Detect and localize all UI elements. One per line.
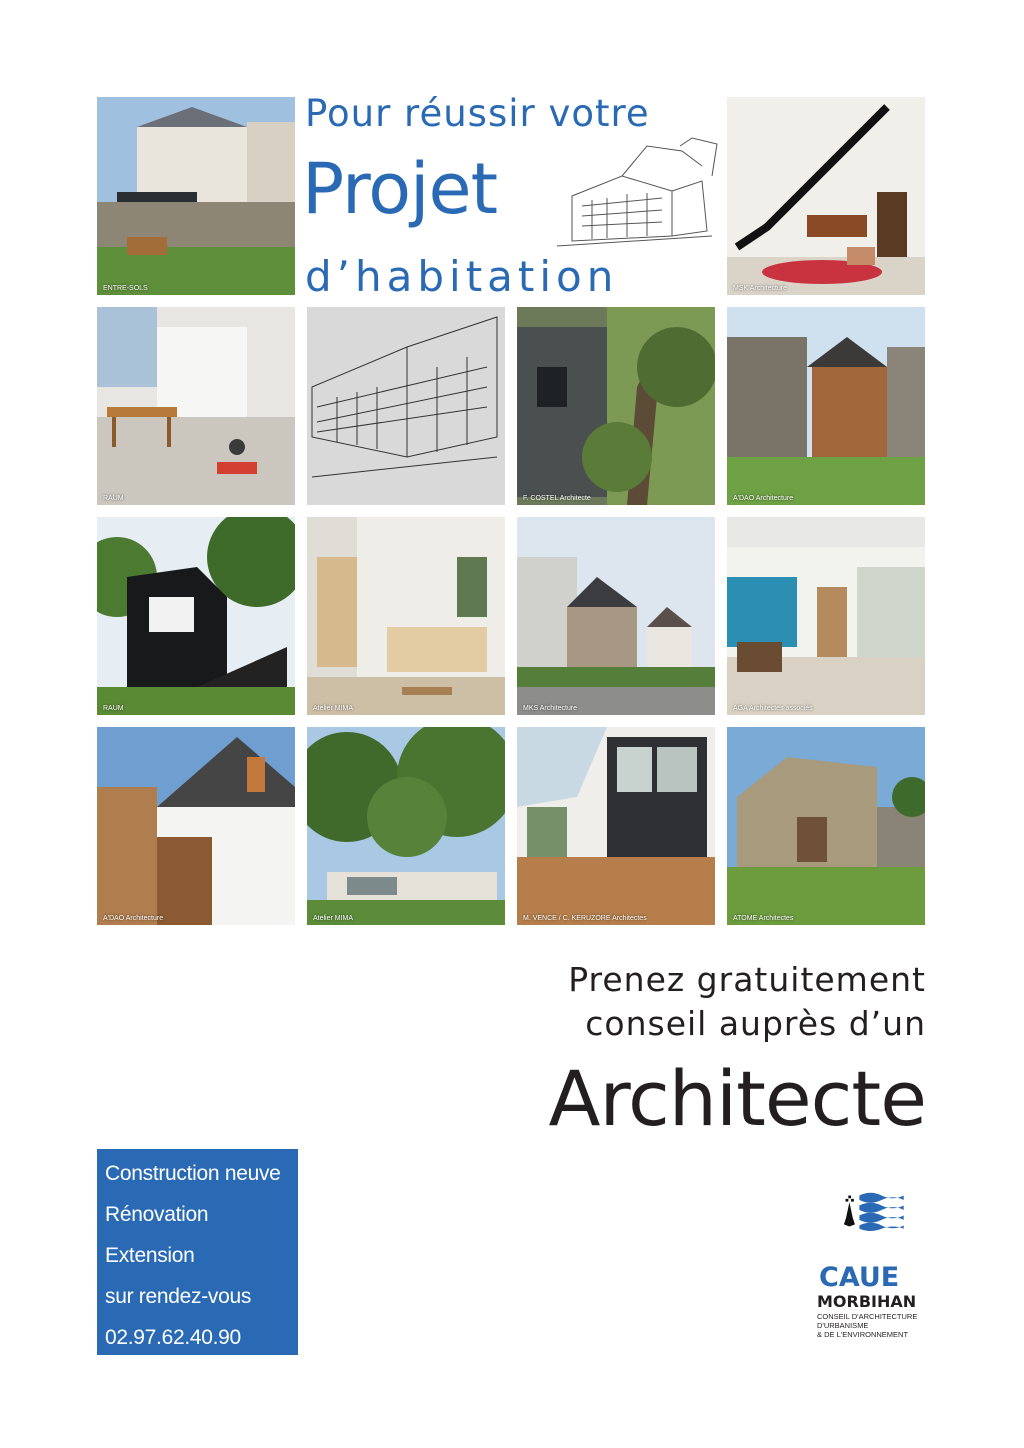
photo-tile-11 <box>97 727 295 925</box>
photo-1-image <box>97 97 295 295</box>
photo-tile-1 <box>97 97 295 295</box>
photo-credit: F. COSTEL Architecte <box>523 495 591 502</box>
services-box <box>97 1149 298 1355</box>
photo-tile-7 <box>97 517 295 715</box>
photo-tile-9 <box>517 517 715 715</box>
photo-credit: Atelier MIMA <box>313 705 354 712</box>
photo-8-image <box>307 517 505 715</box>
photo-tile-5 <box>517 307 715 505</box>
photo-12-image <box>307 727 505 925</box>
photo-5-image <box>517 307 715 505</box>
cta-headline: Architecte <box>548 1054 926 1143</box>
logo-subtitle <box>817 1312 947 1339</box>
photo-credit: MSK Architecture <box>733 285 788 292</box>
appointment-note: sur rendez-vous <box>105 1285 252 1308</box>
photo-tile-12 <box>307 727 505 925</box>
logo-subtitle-line: CONSEIL D'ARCHITECTURE <box>817 1312 918 1321</box>
logo-name: CAUE <box>819 1262 900 1293</box>
photo-credit: Atelier MIMA <box>313 915 354 922</box>
photo-tile-8 <box>307 517 505 715</box>
photo-13-image <box>517 727 715 925</box>
photo-credit: M. VENCE / C. KERUZORE Architectes <box>523 915 647 922</box>
photo-10-image <box>727 517 925 715</box>
phone-number[interactable]: 02.97.62.40.90 <box>105 1326 241 1349</box>
photo-credit: RAUM <box>103 495 124 502</box>
photo-tile-4 <box>307 307 505 505</box>
photo-7-image <box>97 517 295 715</box>
photo-tile-3 <box>97 307 295 505</box>
photo-credit: A'DAO Architecture <box>733 495 794 502</box>
photo-tile-2 <box>727 97 925 295</box>
caue-logo-icon <box>816 1190 936 1262</box>
photo-2-image <box>727 97 925 295</box>
logo-subtitle-line: D'URBANISME <box>817 1321 869 1330</box>
logo-subtitle-line: & DE L'ENVIRONNEMENT <box>817 1330 909 1339</box>
title-line-3: d’habitation <box>305 252 619 301</box>
photo-11-image <box>97 727 295 925</box>
service-extension: Extension <box>105 1244 195 1267</box>
service-new-construction: Construction neuve <box>105 1162 281 1185</box>
photo-tile-6 <box>727 307 925 505</box>
photo-tile-14 <box>727 727 925 925</box>
photo-4-image <box>307 307 505 505</box>
header-sketch-illustration <box>552 136 722 254</box>
cta-line-1: Prenez gratuitement <box>568 960 926 999</box>
title-line-2: Projet <box>302 148 498 230</box>
photo-3-image <box>97 307 295 505</box>
photo-credit: AGA Architectes associés <box>733 705 813 712</box>
photo-tile-10 <box>727 517 925 715</box>
photo-tile-13 <box>517 727 715 925</box>
photo-credit: MKS Architecture <box>523 705 578 712</box>
title-line-1: Pour réussir votre <box>305 92 650 135</box>
photo-credit: ATOME Architectes <box>733 915 794 922</box>
logo-region: MORBIHAN <box>817 1292 917 1311</box>
photo-credit: ENTRE-SOLS <box>103 285 148 292</box>
service-renovation: Rénovation <box>105 1203 209 1226</box>
photo-credit: A'DAO Architecture <box>103 915 164 922</box>
photo-9-image <box>517 517 715 715</box>
photo-6-image <box>727 307 925 505</box>
cta-line-2: conseil auprès d’un <box>585 1004 926 1043</box>
photo-credit: RAUM <box>103 705 124 712</box>
photo-14-image <box>727 727 925 925</box>
